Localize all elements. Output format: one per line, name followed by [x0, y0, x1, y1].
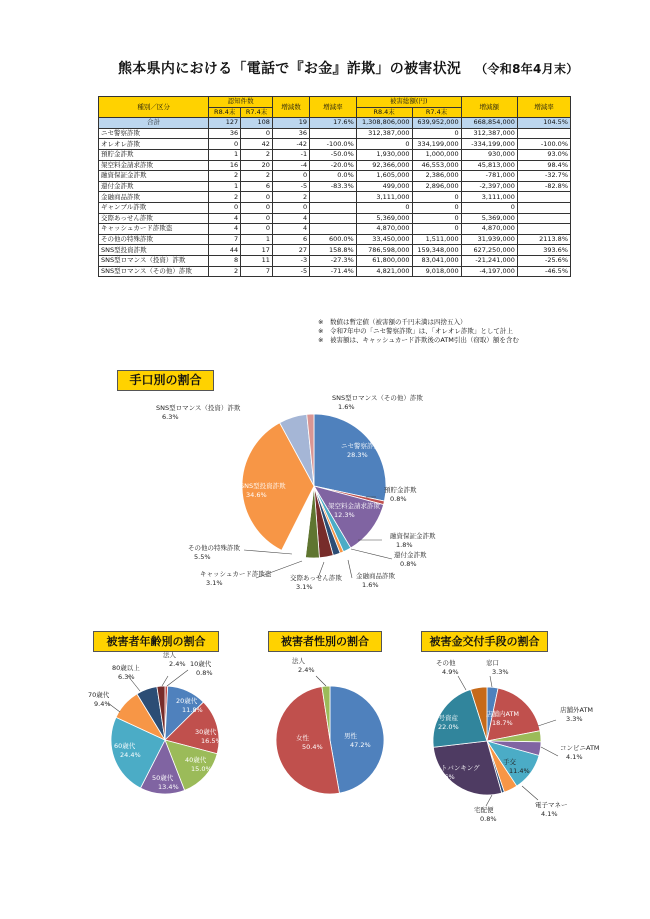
table-cell: -71.4% [310, 266, 357, 277]
table-cell: 11 [241, 255, 273, 266]
table-cell: 0 [412, 128, 461, 139]
table-cell: 627,250,000 [461, 245, 517, 256]
row-label: 融資保証金詐欺 [99, 171, 209, 182]
table-cell: 0 [412, 202, 461, 213]
table-cell: 83,041,000 [412, 255, 461, 266]
slice-value: 4.1% [541, 810, 558, 818]
table-cell: 127 [209, 118, 241, 129]
slice-label: ネットバンキング [428, 764, 480, 772]
slice-value: 1.6% [362, 581, 379, 589]
title-text: 熊本県内における「電話で『お金』詐欺」の被害状況 [118, 61, 462, 77]
pie-slice [330, 686, 384, 793]
row-label: 交際あっせん詐欺 [99, 213, 209, 224]
slice-value: 3.1% [296, 583, 313, 591]
table-cell: 4 [272, 224, 309, 235]
title-date: （令和8年4月末） [475, 62, 579, 76]
table-cell: 600.0% [310, 234, 357, 245]
table-cell: 4 [209, 224, 241, 235]
slice-value: 2.4% [169, 660, 186, 668]
header-amount-diff: 増減額 [461, 97, 517, 118]
slice-label: 架空料金請求詐欺 [328, 502, 380, 510]
table-cell: 36 [209, 128, 241, 139]
slice-value: 11.4% [509, 767, 530, 775]
table-cell: 9,018,000 [412, 266, 461, 277]
table-cell: 1 [209, 181, 241, 192]
table-cell: 2 [272, 192, 309, 203]
table-cell: 0 [241, 224, 273, 235]
row-label: キャッシュカード詐欺盗 [99, 224, 209, 235]
row-label: SNS型ロマンス（その他）詐欺 [99, 266, 209, 277]
slice-value: 4.1% [566, 753, 583, 761]
slice-value: 5.5% [194, 553, 211, 561]
slice-label: 40歳代 [185, 756, 207, 764]
slice-label: 法人 [163, 651, 176, 659]
slice-value: 6.3% [162, 413, 179, 421]
slice-label: 80歳以上 [112, 664, 140, 672]
slice-value: 12.3% [334, 511, 355, 519]
slice-label: 店舗内ATM [486, 710, 520, 718]
header-diff: 増減数 [272, 97, 309, 118]
table-cell: -5 [272, 181, 309, 192]
leader-line [167, 670, 188, 686]
table-cell: -4,197,000 [461, 266, 517, 277]
slice-label: 50歳代 [152, 774, 174, 782]
slice-value: 50.4% [302, 743, 323, 751]
table-cell: -27.3% [310, 255, 357, 266]
table-cell: 42 [241, 139, 273, 150]
slice-value: 3.1% [206, 579, 223, 587]
slice-value: 47.2% [350, 741, 371, 749]
table-cell: 6 [272, 234, 309, 245]
header-amount-r7: R7.4末 [412, 107, 461, 118]
row-label: 合計 [99, 118, 209, 129]
slice-label: SNS型投資詐欺 [240, 482, 286, 490]
table-cell: 2 [209, 171, 241, 182]
table-cell: 31,939,000 [461, 234, 517, 245]
row-label: 金融商品詐欺 [99, 192, 209, 203]
table-cell: 4,870,000 [356, 224, 412, 235]
slice-label: その他 [436, 659, 456, 667]
table-cell: 2,386,000 [412, 171, 461, 182]
slice-value: 3.3% [492, 668, 509, 676]
slice-value: 16.5% [201, 737, 222, 745]
table-cell: 2113.8% [517, 234, 570, 245]
table-cell: -83.3% [310, 181, 357, 192]
leader-line [486, 795, 492, 806]
pie-chart-2 [276, 686, 384, 794]
row-label: 架空料金請求詐欺 [99, 160, 209, 171]
table-cell: 61,800,000 [356, 255, 412, 266]
table-cell: 7 [209, 234, 241, 245]
table-cell: 930,000 [461, 149, 517, 160]
table-cell: 45,813,000 [461, 160, 517, 171]
row-label: ニセ警察詐欺 [99, 128, 209, 139]
table-cell: 27 [272, 245, 309, 256]
table-cell: 393.6% [517, 245, 570, 256]
table-cell: 0 [461, 202, 517, 213]
table-cell: 0 [241, 202, 273, 213]
slice-value: 9.4% [94, 700, 111, 708]
section-title-sex: 被害者性別の割合 [268, 631, 382, 652]
section-title-age: 被害者年齢別の割合 [93, 631, 219, 652]
slice-label: 60歳代 [114, 742, 136, 750]
slice-value: 34.6% [246, 491, 267, 499]
table-cell: 1,000,000 [412, 149, 461, 160]
header-count-r8: R8.4末 [209, 107, 241, 118]
table-cell: 16 [209, 160, 241, 171]
slice-value: 4.9% [442, 668, 459, 676]
slice-value: 0.8% [390, 495, 407, 503]
table-cell: 46,553,000 [412, 160, 461, 171]
table-cell: -781,000 [461, 171, 517, 182]
slice-label: 窓口 [486, 659, 499, 667]
slice-label: 電子マネー [535, 801, 568, 809]
slice-label: 手交 [503, 758, 516, 766]
table-cell: 8 [209, 255, 241, 266]
table-cell: -20.0% [310, 160, 357, 171]
table-cell: 2 [241, 149, 273, 160]
slice-value: 3.3% [566, 715, 583, 723]
row-label: SNS型投資詐欺 [99, 245, 209, 256]
table-cell: 1,511,000 [412, 234, 461, 245]
table-cell: 0 [209, 139, 241, 150]
slice-value: 15.0% [191, 765, 212, 773]
table-cell: -42 [272, 139, 309, 150]
table-cell: 2,896,000 [412, 181, 461, 192]
table-cell: 0 [356, 139, 412, 150]
slice-value: 0.8% [400, 560, 417, 568]
slice-label: 70歳代 [88, 691, 110, 699]
slice-label: その他の特殊詐欺 [188, 544, 240, 552]
table-cell: 44 [209, 245, 241, 256]
slice-value: 0.8% [480, 815, 497, 823]
slice-value: 6.3% [118, 673, 135, 681]
table-cell: 0.0% [310, 171, 357, 182]
table-cell: -3 [272, 255, 309, 266]
leader-line [522, 786, 538, 800]
section-title-pay: 被害金交付手段の割合 [421, 631, 548, 652]
header-amount-r8: R8.4末 [356, 107, 412, 118]
table-cell: -32.7% [517, 171, 570, 182]
table-cell: 19 [272, 118, 309, 129]
table-cell: 36 [272, 128, 309, 139]
table-cell: 1 [241, 234, 273, 245]
table-cell: 5,369,000 [356, 213, 412, 224]
slice-label: 預貯金詐欺 [384, 486, 417, 494]
header-type: 種別／区分 [99, 97, 209, 118]
slice-label: コンビニATM [560, 744, 600, 752]
slice-label: 30歳代 [195, 728, 217, 736]
table-cell: 786,598,000 [356, 245, 412, 256]
table-cell: 159,348,000 [412, 245, 461, 256]
slice-label: 還付金詐欺 [394, 551, 427, 559]
slice-label: 交際あっせん詐欺 [290, 574, 342, 582]
table-cell: 0 [241, 213, 273, 224]
slice-value: 27.6% [434, 773, 455, 781]
table-cell: 668,854,000 [461, 118, 517, 129]
table-cell: 2 [209, 192, 241, 203]
slice-label: SNS型ロマンス（その他）詐欺 [332, 394, 423, 402]
note-line: ※ 令和7年中の「ニセ警察詐欺」は、「オレオレ詐欺」として計上 [318, 327, 513, 335]
slice-label: 20歳代 [176, 697, 198, 705]
slice-label: 法人 [292, 657, 305, 665]
table-cell: -50.0% [310, 149, 357, 160]
slice-label: 店舗外ATM [560, 706, 594, 714]
row-label: オレオレ詐欺 [99, 139, 209, 150]
table-cell: 158.8% [310, 245, 357, 256]
table-cell: 3,111,000 [356, 192, 412, 203]
table-cell: 0 [412, 213, 461, 224]
table-cell: 33,450,000 [356, 234, 412, 245]
row-label: 還付金詐欺 [99, 181, 209, 192]
slice-label: 男性 [344, 732, 357, 740]
table-cell: 98.4% [517, 160, 570, 171]
slice-label: 暗号資産 [432, 714, 458, 722]
table-cell: -21,241,000 [461, 255, 517, 266]
table-cell: -2,397,000 [461, 181, 517, 192]
table-cell: 4 [209, 213, 241, 224]
table-cell: 5,369,000 [461, 213, 517, 224]
leader-line [458, 676, 466, 690]
table-cell: 1,308,806,000 [356, 118, 412, 129]
leader-line [538, 720, 556, 726]
table-cell: 0 [272, 202, 309, 213]
slice-value: 18.7% [492, 719, 513, 727]
slice-label: SNS型ロマンス（投資）詐欺 [156, 404, 241, 412]
table-cell: 3,111,000 [461, 192, 517, 203]
slice-value: 0.8% [196, 669, 213, 677]
slice-value: 11.8% [182, 706, 203, 714]
slice-label: 宅配便 [474, 806, 494, 814]
table-cell: -334,199,000 [461, 139, 517, 150]
leader-line [316, 676, 326, 686]
slice-value: 24.4% [120, 751, 141, 759]
leader-line [351, 549, 392, 559]
slice-label: 融資保証金詐欺 [390, 532, 436, 540]
table-cell: 1 [209, 149, 241, 160]
table-cell: -4 [272, 160, 309, 171]
table-cell: 92,366,000 [356, 160, 412, 171]
table-cell: 0 [209, 202, 241, 213]
table-cell: 104.5% [517, 118, 570, 129]
row-label: 預貯金詐欺 [99, 149, 209, 160]
leader-line [162, 676, 168, 686]
table-cell: 6 [241, 181, 273, 192]
table-cell: 0 [241, 192, 273, 203]
header-amount-rate: 増減率 [517, 97, 570, 118]
header-count-r7: R7.4末 [241, 107, 273, 118]
leader-line [541, 747, 558, 756]
table-cell: 2 [241, 171, 273, 182]
table-cell: 499,000 [356, 181, 412, 192]
leader-line [348, 560, 352, 578]
table-cell: 4,870,000 [461, 224, 517, 235]
table-cell: 334,199,000 [412, 139, 461, 150]
table-cell: 0 [412, 192, 461, 203]
table-cell: 4,821,000 [356, 266, 412, 277]
slice-value: 22.0% [438, 723, 459, 731]
table-cell: -5 [272, 266, 309, 277]
table-cell: 20 [241, 160, 273, 171]
table-cell: 93.0% [517, 149, 570, 160]
header-count: 認知件数 [209, 97, 273, 108]
table-cell: 0 [241, 128, 273, 139]
slice-label: ニセ警察詐欺 [341, 442, 380, 450]
slice-value: 1.6% [338, 403, 355, 411]
section-title-method: 手口別の割合 [117, 370, 214, 391]
table-cell: 0 [412, 224, 461, 235]
table-cell: 108 [241, 118, 273, 129]
header-amount: 被害総額(円) [356, 97, 461, 108]
table-cell: -25.6% [517, 255, 570, 266]
table-cell: 1,605,000 [356, 171, 412, 182]
note-line: ※ 被害額は、キャッシュカード詐欺後のATM引出（窃取）額を含む [318, 336, 519, 344]
table-cell: -46.5% [517, 266, 570, 277]
leader-line [490, 676, 492, 687]
table-cell: -82.8% [517, 181, 570, 192]
table-cell: 1,930,000 [356, 149, 412, 160]
slice-label: 金融商品詐欺 [356, 572, 395, 580]
table-cell: 17 [241, 245, 273, 256]
slice-value: 2.4% [298, 666, 315, 674]
table-cell: 4 [272, 213, 309, 224]
slice-value: 1.8% [396, 541, 413, 549]
slice-value: 28.3% [347, 451, 368, 459]
note-line: ※ 数値は暫定値（被害額の千円未満は四捨五入） [318, 318, 467, 326]
table-cell: -1 [272, 149, 309, 160]
table-cell: 17.6% [310, 118, 357, 129]
table-cell: 0 [272, 171, 309, 182]
table-cell: 312,387,000 [356, 128, 412, 139]
table-cell: 639,952,000 [412, 118, 461, 129]
slice-label: 10歳代 [190, 660, 212, 668]
header-rate: 増減率 [310, 97, 357, 118]
row-label: ギャンブル詐欺 [99, 202, 209, 213]
row-label: その他の特殊詐欺 [99, 234, 209, 245]
slice-label: 女性 [296, 734, 309, 742]
table-cell: -100.0% [310, 139, 357, 150]
slice-value: 13.4% [158, 783, 179, 791]
row-label: SNS型ロマンス（投資）詐欺 [99, 255, 209, 266]
table-cell: 7 [241, 266, 273, 277]
table-cell: 312,387,000 [461, 128, 517, 139]
slice-label: キャッシュカード詐欺盗 [200, 570, 272, 578]
table-cell: 0 [356, 202, 412, 213]
table-cell: 2 [209, 266, 241, 277]
table-cell: -100.0% [517, 139, 570, 150]
